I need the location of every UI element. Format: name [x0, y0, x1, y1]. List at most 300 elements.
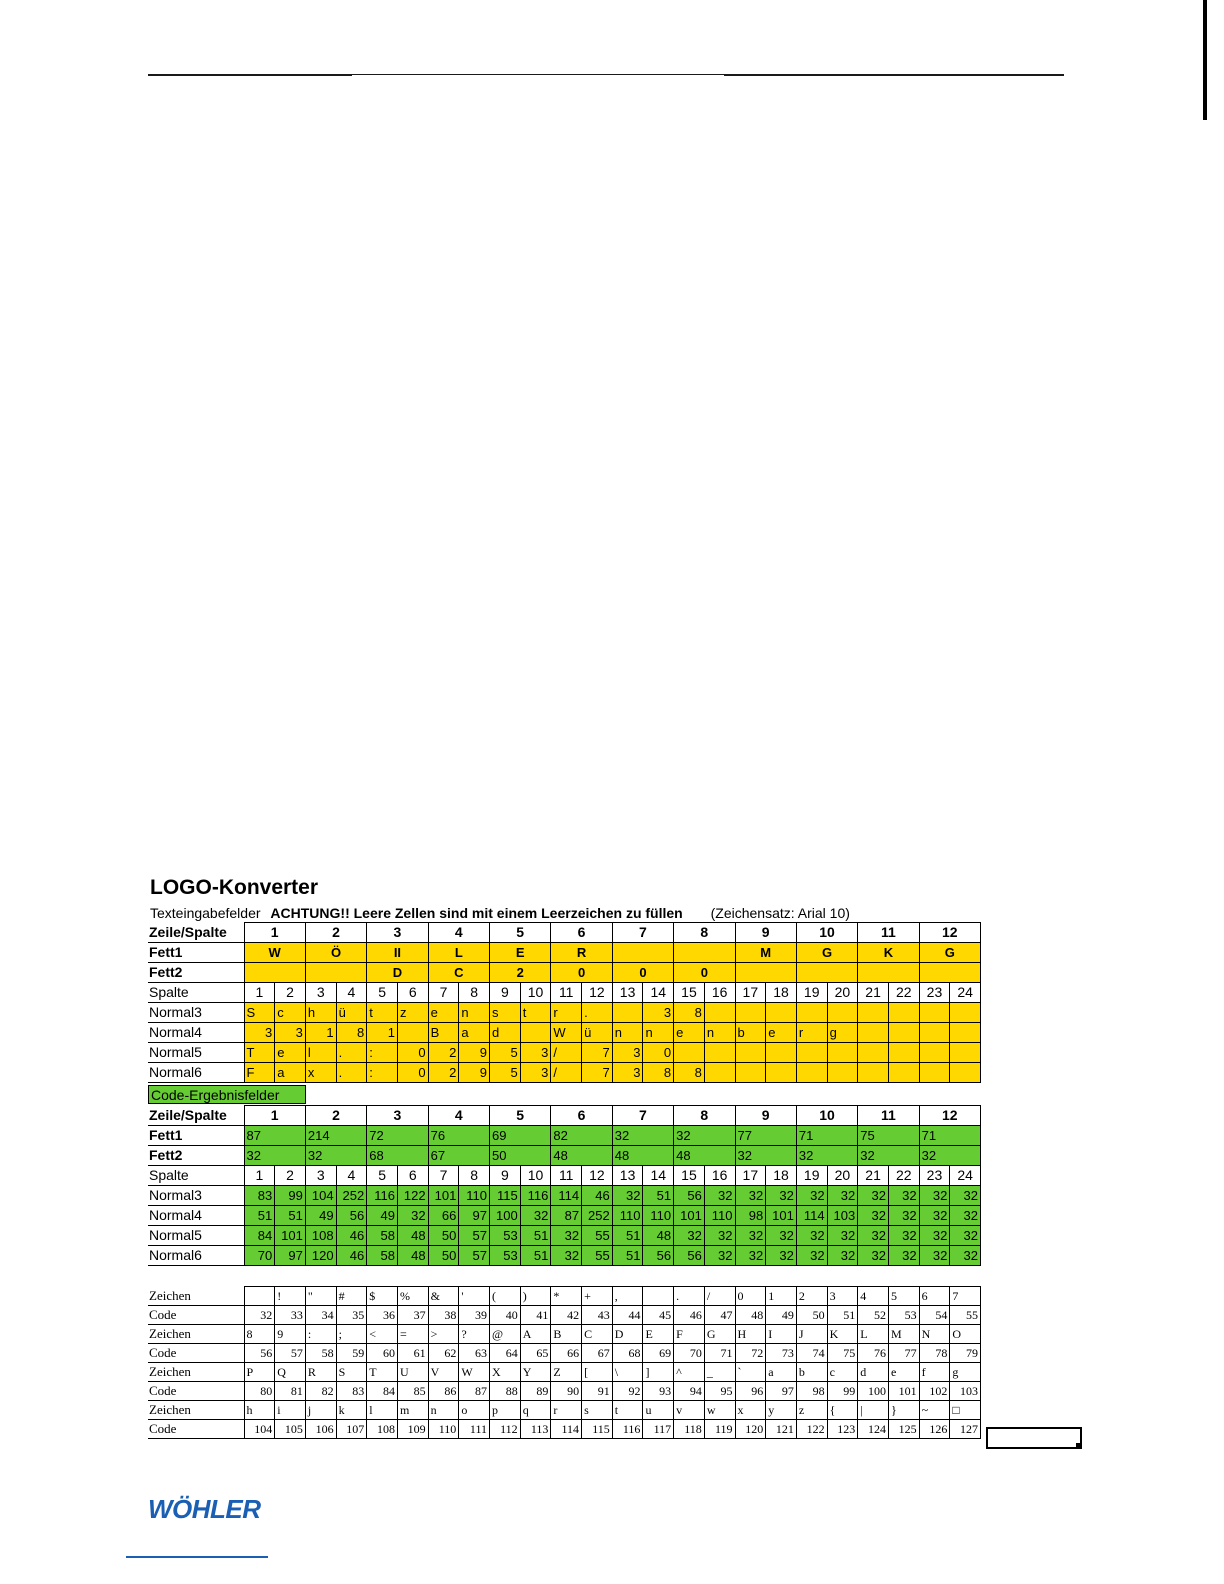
- normal-cell[interactable]: 7: [582, 1063, 613, 1083]
- normal-cell[interactable]: [919, 1063, 950, 1083]
- code-cell: 95: [704, 1382, 735, 1401]
- code-cell: 70: [674, 1344, 705, 1363]
- page-title: LOGO-Konverter: [150, 876, 319, 899]
- code-cell: 56: [244, 1344, 275, 1363]
- normal-cell[interactable]: W: [551, 1023, 582, 1043]
- code-cell: 115: [582, 1420, 613, 1439]
- code-cell: 38: [428, 1306, 459, 1325]
- code-cell: 122: [796, 1420, 827, 1439]
- code-cell: 55: [950, 1306, 981, 1325]
- normal-cell: 32: [950, 1206, 981, 1226]
- normal-cell: 58: [367, 1246, 398, 1266]
- char-cell: _: [704, 1363, 735, 1382]
- normal-cell[interactable]: a: [275, 1063, 306, 1083]
- code-cell: 125: [888, 1420, 919, 1439]
- normal-cell[interactable]: B: [428, 1023, 459, 1043]
- char-cell: U: [397, 1363, 428, 1382]
- char-cell: □: [950, 1401, 981, 1420]
- bold-row: [148, 963, 981, 983]
- normal-cell[interactable]: :: [367, 1063, 398, 1083]
- normal-cell[interactable]: 3: [643, 1003, 674, 1023]
- char-cell: L: [858, 1325, 889, 1344]
- code-cell: 61: [397, 1344, 428, 1363]
- normal-cell[interactable]: b: [735, 1023, 766, 1043]
- code-cell: 66: [551, 1344, 582, 1363]
- char-cell: c: [827, 1363, 858, 1382]
- bold-cell[interactable]: G: [919, 943, 980, 963]
- code-cell: 34: [305, 1306, 336, 1325]
- normal-cell: 32: [397, 1206, 428, 1226]
- normal-cell[interactable]: [796, 1043, 827, 1063]
- char-cell: W: [459, 1363, 490, 1382]
- normal-cell[interactable]: /: [551, 1043, 582, 1063]
- sub-column-header: 5: [367, 1166, 398, 1186]
- normal-cell[interactable]: r: [796, 1023, 827, 1043]
- code-cell: 91: [582, 1382, 613, 1401]
- normal-cell: 32: [551, 1246, 582, 1266]
- bold-cell[interactable]: Ö: [305, 943, 366, 963]
- char-cell: x: [735, 1401, 766, 1420]
- normal-cell[interactable]: [612, 1003, 643, 1023]
- normal-cell[interactable]: 9: [459, 1043, 490, 1063]
- code-cell: 83: [336, 1382, 367, 1401]
- bold-cell: 69: [490, 1126, 551, 1146]
- char-cell: 0: [735, 1287, 766, 1306]
- code-cell: 63: [459, 1344, 490, 1363]
- normal-cell: 57: [459, 1246, 490, 1266]
- code-cell: 89: [520, 1382, 551, 1401]
- bold-cell[interactable]: 0: [674, 963, 735, 983]
- normal-cell[interactable]: a: [459, 1023, 490, 1043]
- normal-cell[interactable]: [919, 1023, 950, 1043]
- char-cell: V: [428, 1363, 459, 1382]
- code-cell: 94: [674, 1382, 705, 1401]
- warning-text: ACHTUNG!! Leere Zellen sind mit einem Leerzeichen zu füllen: [270, 905, 683, 921]
- normal-cell[interactable]: .: [336, 1063, 367, 1083]
- char-cell: N: [919, 1325, 950, 1344]
- bold-cell: 87: [244, 1126, 305, 1146]
- normal-cell[interactable]: [950, 1003, 981, 1023]
- normal-cell: 100: [490, 1206, 521, 1226]
- code-cell: 105: [275, 1420, 306, 1439]
- sub-column-header: 14: [643, 1166, 674, 1186]
- code-cell: 45: [643, 1306, 674, 1325]
- normal-cell: 32: [950, 1186, 981, 1206]
- row-label: Zeichen: [148, 1401, 244, 1420]
- code-row: [148, 1306, 981, 1325]
- code-row: [148, 1382, 981, 1401]
- bold-cell: 48: [674, 1146, 735, 1166]
- row-label: Normal3: [148, 1186, 244, 1206]
- normal-cell[interactable]: s: [490, 1003, 521, 1023]
- normal-row: [148, 1023, 981, 1043]
- row-label: Zeichen: [148, 1325, 244, 1344]
- bold-cell[interactable]: [612, 943, 673, 963]
- normal-cell[interactable]: 8: [674, 1063, 705, 1083]
- char-cell: C: [582, 1325, 613, 1344]
- sub-column-header: 3: [305, 983, 336, 1003]
- normal-cell[interactable]: z: [397, 1003, 428, 1023]
- bold-cell: 32: [919, 1146, 980, 1166]
- normal-cell[interactable]: [827, 1043, 858, 1063]
- normal-cell[interactable]: [858, 1043, 889, 1063]
- bold-cell[interactable]: C: [428, 963, 489, 983]
- normal-cell[interactable]: [827, 1063, 858, 1083]
- bold-cell[interactable]: 0: [612, 963, 673, 983]
- sub-column-header: 9: [490, 983, 521, 1003]
- char-cell: v: [674, 1401, 705, 1420]
- char-row: [148, 1401, 981, 1420]
- char-cell: 1: [766, 1287, 797, 1306]
- char-cell: w: [704, 1401, 735, 1420]
- code-cell: 77: [888, 1344, 919, 1363]
- code-cell: 121: [766, 1420, 797, 1439]
- normal-cell[interactable]: [735, 1003, 766, 1023]
- normal-cell[interactable]: [674, 1043, 705, 1063]
- sub-column-header: 12: [582, 1166, 613, 1186]
- normal-cell[interactable]: [704, 1043, 735, 1063]
- normal-cell[interactable]: t: [520, 1003, 551, 1023]
- column-header: 9: [735, 923, 796, 943]
- normal-cell[interactable]: 3: [520, 1063, 551, 1083]
- column-header: 6: [551, 1106, 612, 1126]
- code-cell: 127: [950, 1420, 981, 1439]
- normal-cell[interactable]: [888, 1023, 919, 1043]
- normal-cell[interactable]: /: [551, 1063, 582, 1083]
- char-cell: Y: [520, 1363, 551, 1382]
- normal-cell[interactable]: [766, 1003, 797, 1023]
- normal-cell[interactable]: [827, 1003, 858, 1023]
- fill-handle[interactable]: [1076, 1443, 1081, 1448]
- code-cell: 100: [858, 1382, 889, 1401]
- sub-column-header: 18: [766, 1166, 797, 1186]
- char-cell: [643, 1287, 674, 1306]
- sub-column-header: 16: [704, 1166, 735, 1186]
- normal-cell[interactable]: [888, 1043, 919, 1063]
- bold-cell[interactable]: W: [244, 943, 305, 963]
- normal-cell: 252: [336, 1186, 367, 1206]
- normal-cell[interactable]: 3: [612, 1043, 643, 1063]
- char-cell: R: [305, 1363, 336, 1382]
- bold-cell[interactable]: R: [551, 943, 612, 963]
- bold-row: [148, 943, 981, 963]
- column-header: 7: [612, 1106, 673, 1126]
- normal-cell[interactable]: 0: [397, 1063, 428, 1083]
- normal-cell[interactable]: [919, 1003, 950, 1023]
- char-cell: ': [459, 1287, 490, 1306]
- normal-cell: 104: [305, 1186, 336, 1206]
- normal-cell[interactable]: ü: [336, 1003, 367, 1023]
- bold-cell[interactable]: G: [796, 943, 857, 963]
- normal-cell[interactable]: T: [244, 1043, 275, 1063]
- code-cell: 57: [275, 1344, 306, 1363]
- code-cell: 62: [428, 1344, 459, 1363]
- sub-column-header: 21: [858, 983, 889, 1003]
- normal-cell[interactable]: 3: [612, 1063, 643, 1083]
- normal-cell[interactable]: [858, 1063, 889, 1083]
- normal-cell: 97: [275, 1246, 306, 1266]
- char-cell: 7: [950, 1287, 981, 1306]
- sub-column-header: 11: [551, 1166, 582, 1186]
- code-cell: 41: [520, 1306, 551, 1325]
- normal-cell[interactable]: [858, 1023, 889, 1043]
- normal-row: [148, 1063, 981, 1083]
- normal-cell: 32: [766, 1246, 797, 1266]
- result-section-label: Code-Ergebnisfelder: [148, 1085, 306, 1104]
- normal-cell[interactable]: [796, 1063, 827, 1083]
- char-cell: *: [551, 1287, 582, 1306]
- normal-cell[interactable]: n: [704, 1023, 735, 1043]
- normal-cell[interactable]: [766, 1043, 797, 1063]
- row-label: Normal6: [148, 1246, 244, 1266]
- normal-cell: 32: [827, 1226, 858, 1246]
- selected-cell[interactable]: [986, 1427, 1082, 1449]
- sub-column-header: 24: [950, 1166, 981, 1186]
- row-label: Fett2: [148, 963, 244, 983]
- normal-cell: 32: [766, 1186, 797, 1206]
- row-label: Code: [148, 1420, 244, 1439]
- normal-cell[interactable]: 7: [582, 1043, 613, 1063]
- normal-cell[interactable]: S: [244, 1003, 275, 1023]
- bold-cell[interactable]: [919, 963, 980, 983]
- normal-cell[interactable]: ü: [582, 1023, 613, 1043]
- normal-row: [148, 1043, 981, 1063]
- char-cell: %: [397, 1287, 428, 1306]
- sub-column-header: 1: [244, 983, 275, 1003]
- normal-cell[interactable]: [766, 1063, 797, 1083]
- normal-cell: 108: [305, 1226, 336, 1246]
- column-header: 7: [612, 923, 673, 943]
- normal-cell[interactable]: e: [674, 1023, 705, 1043]
- bold-cell[interactable]: [244, 963, 305, 983]
- normal-cell[interactable]: 2: [428, 1043, 459, 1063]
- column-header: 3: [367, 923, 428, 943]
- normal-cell[interactable]: [858, 1003, 889, 1023]
- normal-cell: 32: [888, 1246, 919, 1266]
- bold-cell[interactable]: [858, 963, 919, 983]
- bold-cell[interactable]: [674, 943, 735, 963]
- normal-cell[interactable]: 8: [674, 1003, 705, 1023]
- normal-cell[interactable]: [796, 1003, 827, 1023]
- normal-cell[interactable]: l: [305, 1043, 336, 1063]
- bold-cell[interactable]: [305, 963, 366, 983]
- normal-cell[interactable]: 3: [244, 1023, 275, 1043]
- normal-cell[interactable]: [520, 1023, 551, 1043]
- normal-cell[interactable]: [735, 1063, 766, 1083]
- normal-cell[interactable]: [888, 1063, 919, 1083]
- sub-column-header: 16: [704, 983, 735, 1003]
- normal-cell: 110: [459, 1186, 490, 1206]
- char-cell: (: [490, 1287, 521, 1306]
- normal-cell: 122: [397, 1186, 428, 1206]
- code-cell: 69: [643, 1344, 674, 1363]
- normal-cell[interactable]: 5: [490, 1063, 521, 1083]
- code-cell: 52: [858, 1306, 889, 1325]
- char-cell: m: [397, 1401, 428, 1420]
- char-cell: h: [244, 1401, 275, 1420]
- input-table: [148, 922, 981, 1083]
- bold-cell[interactable]: M: [735, 943, 796, 963]
- sub-header-row: [148, 1166, 981, 1186]
- char-cell: A: [520, 1325, 551, 1344]
- bold-cell: 67: [428, 1146, 489, 1166]
- normal-cell[interactable]: r: [551, 1003, 582, 1023]
- sub-column-header: 19: [796, 983, 827, 1003]
- bold-cell[interactable]: 0: [551, 963, 612, 983]
- normal-cell: 32: [735, 1186, 766, 1206]
- bold-cell[interactable]: D: [367, 963, 428, 983]
- normal-cell[interactable]: [950, 1063, 981, 1083]
- normal-cell: 83: [244, 1186, 275, 1206]
- normal-cell: 32: [735, 1226, 766, 1246]
- normal-cell[interactable]: 9: [459, 1063, 490, 1083]
- normal-cell[interactable]: 0: [397, 1043, 428, 1063]
- normal-cell: 32: [796, 1246, 827, 1266]
- column-header: 11: [858, 1106, 919, 1126]
- normal-cell[interactable]: F: [244, 1063, 275, 1083]
- normal-cell[interactable]: d: [490, 1023, 521, 1043]
- sub-column-header: 17: [735, 1166, 766, 1186]
- code-cell: 37: [397, 1306, 428, 1325]
- normal-cell[interactable]: [704, 1003, 735, 1023]
- code-cell: 71: [704, 1344, 735, 1363]
- normal-cell[interactable]: [735, 1043, 766, 1063]
- normal-cell[interactable]: n: [459, 1003, 490, 1023]
- normal-cell: 46: [582, 1186, 613, 1206]
- normal-cell[interactable]: 1: [367, 1023, 398, 1043]
- normal-cell[interactable]: [888, 1003, 919, 1023]
- normal-cell[interactable]: n: [643, 1023, 674, 1043]
- code-row: [148, 1344, 981, 1363]
- bold-cell: 32: [735, 1146, 796, 1166]
- bold-cell[interactable]: K: [858, 943, 919, 963]
- bold-cell[interactable]: L: [428, 943, 489, 963]
- normal-cell: 70: [244, 1246, 275, 1266]
- normal-cell[interactable]: [950, 1043, 981, 1063]
- char-cell: s: [582, 1401, 613, 1420]
- normal-cell: 58: [367, 1226, 398, 1246]
- normal-cell[interactable]: [704, 1063, 735, 1083]
- normal-cell[interactable]: 8: [643, 1063, 674, 1083]
- char-cell: n: [428, 1401, 459, 1420]
- sub-column-header: 17: [735, 983, 766, 1003]
- code-cell: 76: [858, 1344, 889, 1363]
- normal-cell[interactable]: 5: [490, 1043, 521, 1063]
- normal-cell: 32: [704, 1186, 735, 1206]
- code-cell: 42: [551, 1306, 582, 1325]
- char-cell: O: [950, 1325, 981, 1344]
- char-cell: @: [490, 1325, 521, 1344]
- normal-cell[interactable]: h: [305, 1003, 336, 1023]
- normal-cell[interactable]: 1: [305, 1023, 336, 1043]
- normal-cell[interactable]: e: [428, 1003, 459, 1023]
- code-cell: 123: [827, 1420, 858, 1439]
- normal-cell[interactable]: 2: [428, 1063, 459, 1083]
- normal-cell[interactable]: g: [827, 1023, 858, 1043]
- normal-cell[interactable]: 0: [643, 1043, 674, 1063]
- normal-cell[interactable]: 3: [275, 1023, 306, 1043]
- normal-cell: 51: [643, 1186, 674, 1206]
- column-header: 6: [551, 923, 612, 943]
- char-cell: 3: [827, 1287, 858, 1306]
- char-cell: I: [766, 1325, 797, 1344]
- char-cell: ,: [612, 1287, 643, 1306]
- char-cell: 2: [796, 1287, 827, 1306]
- normal-cell[interactable]: [397, 1023, 428, 1043]
- bold-cell[interactable]: E: [490, 943, 551, 963]
- code-cell: 108: [367, 1420, 398, 1439]
- sub-column-header: 10: [520, 1166, 551, 1186]
- normal-cell[interactable]: :: [367, 1043, 398, 1063]
- normal-cell: 32: [520, 1206, 551, 1226]
- header-rule-right: [724, 74, 1064, 76]
- code-cell: 32: [244, 1306, 275, 1325]
- normal-cell: 115: [490, 1186, 521, 1206]
- bold-cell[interactable]: [735, 963, 796, 983]
- char-cell: F: [674, 1325, 705, 1344]
- normal-cell[interactable]: t: [367, 1003, 398, 1023]
- bold-cell: 214: [305, 1126, 366, 1146]
- bold-cell[interactable]: [796, 963, 857, 983]
- sub-column-header: 23: [919, 1166, 950, 1186]
- normal-cell[interactable]: [919, 1043, 950, 1063]
- column-header: 5: [490, 1106, 551, 1126]
- row-label: Spalte: [148, 1166, 244, 1186]
- normal-cell[interactable]: .: [582, 1003, 613, 1023]
- bold-cell[interactable]: 2: [490, 963, 551, 983]
- column-header: 1: [244, 923, 305, 943]
- sub-column-header: 4: [336, 1166, 367, 1186]
- bold-cell[interactable]: II: [367, 943, 428, 963]
- normal-cell[interactable]: c: [275, 1003, 306, 1023]
- normal-cell: 56: [674, 1246, 705, 1266]
- code-cell: 109: [397, 1420, 428, 1439]
- normal-cell[interactable]: 8: [336, 1023, 367, 1043]
- char-cell: Q: [275, 1363, 306, 1382]
- normal-cell[interactable]: e: [275, 1043, 306, 1063]
- normal-cell[interactable]: n: [612, 1023, 643, 1043]
- code-cell: 33: [275, 1306, 306, 1325]
- code-cell: 75: [827, 1344, 858, 1363]
- row-label: Code: [148, 1344, 244, 1363]
- normal-cell[interactable]: x: [305, 1063, 336, 1083]
- char-cell: B: [551, 1325, 582, 1344]
- char-cell: ~: [919, 1401, 950, 1420]
- page-edge-marker: [1203, 0, 1207, 120]
- sub-column-header: 6: [397, 983, 428, 1003]
- row-label: Fett2: [148, 1146, 244, 1166]
- normal-cell: 98: [735, 1206, 766, 1226]
- code-cell: 118: [674, 1420, 705, 1439]
- normal-cell[interactable]: e: [766, 1023, 797, 1043]
- normal-cell[interactable]: .: [336, 1043, 367, 1063]
- column-header: 1: [244, 1106, 305, 1126]
- column-header: 5: [490, 923, 551, 943]
- char-cell: 4: [858, 1287, 889, 1306]
- normal-cell: 116: [367, 1186, 398, 1206]
- normal-cell: 87: [551, 1206, 582, 1226]
- code-cell: 106: [305, 1420, 336, 1439]
- bold-cell: 32: [858, 1146, 919, 1166]
- char-cell: P: [244, 1363, 275, 1382]
- normal-cell[interactable]: [950, 1023, 981, 1043]
- normal-cell[interactable]: 3: [520, 1043, 551, 1063]
- code-cell: 48: [735, 1306, 766, 1325]
- column-header: 2: [305, 923, 366, 943]
- sub-column-header: 8: [459, 983, 490, 1003]
- normal-cell: 32: [888, 1226, 919, 1246]
- normal-cell: 32: [858, 1186, 889, 1206]
